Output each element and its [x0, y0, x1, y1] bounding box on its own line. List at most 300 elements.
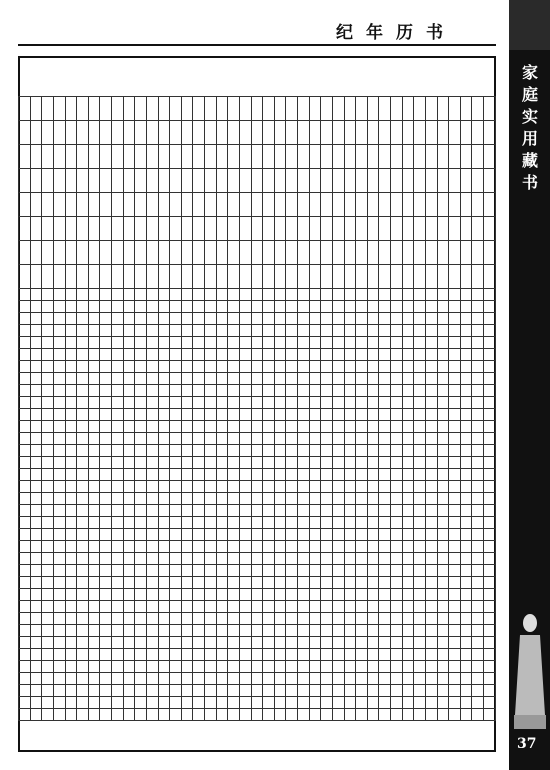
table-cell [181, 673, 193, 685]
table-cell [437, 217, 449, 241]
table-cell [123, 529, 135, 541]
table-cell [53, 301, 65, 313]
table-cell [251, 505, 263, 517]
table-cell [449, 397, 461, 409]
table-cell [425, 685, 437, 697]
table-row [19, 553, 496, 565]
table-cell [158, 289, 170, 301]
table-cell [158, 493, 170, 505]
table-cell [472, 685, 484, 697]
table-cell [286, 265, 298, 289]
table-cell [484, 265, 496, 289]
table-cell [239, 337, 251, 349]
table-cell [205, 481, 217, 493]
table-cell [472, 589, 484, 601]
table-cell [228, 121, 240, 145]
table-cell [460, 385, 472, 397]
table-cell [379, 241, 391, 265]
table-cell [30, 565, 42, 577]
table-cell [379, 349, 391, 361]
table-cell [484, 217, 496, 241]
table-cell [42, 169, 54, 193]
table-cell [298, 241, 310, 265]
table-cell [251, 601, 263, 613]
table-row [19, 397, 496, 409]
table-cell [472, 241, 484, 265]
table-cell [449, 541, 461, 553]
table-cell [309, 169, 321, 193]
table-cell [344, 589, 356, 601]
table-cell [42, 541, 54, 553]
table-cell [181, 121, 193, 145]
table-cell [112, 637, 124, 649]
table-cell [484, 565, 496, 577]
table-cell [170, 469, 182, 481]
table-cell [402, 385, 414, 397]
table-cell [344, 433, 356, 445]
table-cell [146, 541, 158, 553]
table-cell [367, 589, 379, 601]
table-cell [437, 673, 449, 685]
table-cell [239, 637, 251, 649]
table-cell [228, 265, 240, 289]
table-cell [332, 193, 344, 217]
table-cell [112, 349, 124, 361]
table-cell [298, 565, 310, 577]
table-cell [53, 97, 65, 121]
table-cell [367, 409, 379, 421]
table-cell [123, 397, 135, 409]
table-cell [309, 469, 321, 481]
table-cell [379, 505, 391, 517]
table-cell [286, 301, 298, 313]
table-cell [263, 421, 275, 433]
table-cell [53, 493, 65, 505]
table-cell [170, 505, 182, 517]
table-cell [53, 385, 65, 397]
table-cell [216, 601, 228, 613]
table-cell [30, 625, 42, 637]
table-cell [332, 349, 344, 361]
table-cell [484, 385, 496, 397]
table-cell [88, 457, 100, 469]
table-cell [193, 565, 205, 577]
table-cell [437, 553, 449, 565]
table-cell [321, 385, 333, 397]
table-cell [437, 445, 449, 457]
table-cell [460, 673, 472, 685]
table-cell [193, 661, 205, 673]
table-cell [158, 457, 170, 469]
table-cell [309, 505, 321, 517]
table-cell [170, 637, 182, 649]
table-cell [77, 325, 89, 337]
table-cell [332, 637, 344, 649]
table-cell [321, 661, 333, 673]
table-cell [356, 241, 368, 265]
table-cell [402, 145, 414, 169]
table-cell [53, 121, 65, 145]
table-cell [263, 565, 275, 577]
table-cell [100, 697, 112, 709]
table-cell [181, 577, 193, 589]
table-cell [263, 481, 275, 493]
table-cell [402, 649, 414, 661]
table-cell [263, 193, 275, 217]
table-cell [19, 265, 31, 289]
table-cell [484, 673, 496, 685]
table-cell [100, 241, 112, 265]
table-cell [344, 661, 356, 673]
table-cell [228, 409, 240, 421]
table-cell [181, 589, 193, 601]
table-cell [123, 601, 135, 613]
table-cell [402, 481, 414, 493]
table-cell [356, 325, 368, 337]
table-cell [228, 709, 240, 721]
table-cell [425, 145, 437, 169]
table-cell [484, 397, 496, 409]
table-cell [123, 517, 135, 529]
table-cell [193, 469, 205, 481]
table-cell [112, 325, 124, 337]
table-cell [437, 517, 449, 529]
table-cell [472, 541, 484, 553]
table-cell [77, 673, 89, 685]
table-cell [286, 397, 298, 409]
table-cell [356, 673, 368, 685]
table-cell [251, 589, 263, 601]
table-cell [437, 349, 449, 361]
table-cell [19, 685, 31, 697]
table-cell [158, 673, 170, 685]
table-cell [344, 289, 356, 301]
table-cell [53, 361, 65, 373]
table-cell [332, 289, 344, 301]
table-cell [112, 301, 124, 313]
table-cell [181, 601, 193, 613]
table-cell [42, 673, 54, 685]
table-cell [251, 265, 263, 289]
table-cell [123, 673, 135, 685]
table-cell [344, 613, 356, 625]
table-cell [472, 601, 484, 613]
table-cell [298, 577, 310, 589]
table-cell [216, 121, 228, 145]
table-cell [367, 325, 379, 337]
table-cell [135, 193, 147, 217]
table-cell [414, 301, 426, 313]
table-cell [123, 241, 135, 265]
table-cell [298, 505, 310, 517]
table-cell [65, 301, 77, 313]
table-cell [123, 469, 135, 481]
table-cell [88, 373, 100, 385]
table-cell [391, 505, 403, 517]
table-cell [449, 577, 461, 589]
table-cell [414, 445, 426, 457]
table-cell [205, 289, 217, 301]
table-cell [65, 313, 77, 325]
table-cell [484, 613, 496, 625]
table-cell [321, 577, 333, 589]
table-cell [158, 433, 170, 445]
table-cell [30, 373, 42, 385]
table-cell [472, 445, 484, 457]
table-cell [321, 289, 333, 301]
table-cell [321, 241, 333, 265]
table-cell [414, 673, 426, 685]
table-cell [193, 445, 205, 457]
table-cell [367, 709, 379, 721]
table-cell [170, 325, 182, 337]
table-cell [77, 421, 89, 433]
table-cell [228, 385, 240, 397]
table-cell [484, 661, 496, 673]
table-cell [42, 241, 54, 265]
table-cell [205, 673, 217, 685]
table-cell [135, 385, 147, 397]
table-cell [42, 385, 54, 397]
table-cell [65, 565, 77, 577]
table-cell [367, 601, 379, 613]
table-cell [391, 349, 403, 361]
table-cell [332, 649, 344, 661]
table-cell [460, 241, 472, 265]
table-cell [170, 241, 182, 265]
table-cell [460, 361, 472, 373]
table-cell [321, 301, 333, 313]
table-cell [414, 505, 426, 517]
table-cell [193, 649, 205, 661]
table-cell [309, 289, 321, 301]
table-cell [484, 349, 496, 361]
table-cell [321, 565, 333, 577]
table-cell [449, 661, 461, 673]
table-cell [170, 529, 182, 541]
table-cell [77, 697, 89, 709]
table-cell [205, 493, 217, 505]
table-cell [77, 241, 89, 265]
table-cell [414, 553, 426, 565]
table-cell [65, 265, 77, 289]
table-cell [344, 685, 356, 697]
table-cell [205, 193, 217, 217]
table-cell [321, 313, 333, 325]
table-cell [402, 601, 414, 613]
table-cell [367, 613, 379, 625]
table-cell [356, 373, 368, 385]
table-cell [484, 517, 496, 529]
table-cell [228, 313, 240, 325]
table-cell [332, 697, 344, 709]
table-cell [367, 193, 379, 217]
table-cell [344, 565, 356, 577]
table-cell [391, 673, 403, 685]
table-cell [298, 469, 310, 481]
table-cell [414, 241, 426, 265]
table-cell [391, 709, 403, 721]
table-cell [30, 709, 42, 721]
table-cell [228, 217, 240, 241]
table-cell [88, 637, 100, 649]
table-cell [30, 325, 42, 337]
table-cell [367, 169, 379, 193]
table-cell [77, 217, 89, 241]
table-cell [437, 457, 449, 469]
table-cell [414, 625, 426, 637]
table-cell [460, 397, 472, 409]
table-cell [437, 565, 449, 577]
table-cell [367, 577, 379, 589]
table-cell [263, 145, 275, 169]
table-cell [239, 469, 251, 481]
table-cell [216, 661, 228, 673]
table-cell [298, 421, 310, 433]
table-cell [65, 505, 77, 517]
table-cell [251, 193, 263, 217]
table-cell [170, 97, 182, 121]
table-cell [170, 373, 182, 385]
table-cell [123, 493, 135, 505]
table-cell [484, 529, 496, 541]
table-cell [402, 349, 414, 361]
table-cell [437, 325, 449, 337]
table-cell [414, 169, 426, 193]
table-cell [484, 169, 496, 193]
table-cell [437, 601, 449, 613]
table-cell [263, 613, 275, 625]
table-cell [437, 625, 449, 637]
table-cell [332, 541, 344, 553]
table-cell [135, 445, 147, 457]
table-cell [158, 409, 170, 421]
table-cell [344, 313, 356, 325]
table-cell [100, 301, 112, 313]
table-cell [402, 421, 414, 433]
table-row [19, 697, 496, 709]
table-cell [170, 577, 182, 589]
table-cell [77, 505, 89, 517]
table-cell [112, 589, 124, 601]
table-cell [321, 361, 333, 373]
table-cell [286, 289, 298, 301]
table-cell [42, 529, 54, 541]
table-cell [239, 169, 251, 193]
table-cell [298, 601, 310, 613]
table-cell [414, 421, 426, 433]
table-cell [309, 517, 321, 529]
table-cell [472, 505, 484, 517]
table-cell [332, 433, 344, 445]
table-cell [53, 541, 65, 553]
table-cell [263, 577, 275, 589]
table-cell [263, 469, 275, 481]
table-cell [356, 217, 368, 241]
table-cell [379, 421, 391, 433]
table-cell [181, 709, 193, 721]
table-cell [193, 517, 205, 529]
table-cell [77, 577, 89, 589]
table-cell [112, 505, 124, 517]
table-cell [181, 493, 193, 505]
table-cell [402, 409, 414, 421]
table-cell [321, 337, 333, 349]
table-cell [53, 505, 65, 517]
table-cell [425, 601, 437, 613]
table-cell [437, 193, 449, 217]
table-row [19, 313, 496, 325]
table-cell [402, 577, 414, 589]
table-cell [77, 145, 89, 169]
table-cell [205, 217, 217, 241]
table-cell [402, 313, 414, 325]
table-cell [425, 481, 437, 493]
table-cell [321, 553, 333, 565]
table-cell [274, 301, 286, 313]
table-cell [286, 217, 298, 241]
table-cell [228, 625, 240, 637]
table-cell [437, 301, 449, 313]
table-cell [367, 625, 379, 637]
table-cell [228, 505, 240, 517]
table-cell [274, 577, 286, 589]
table-cell [146, 685, 158, 697]
table-cell [379, 553, 391, 565]
table-cell [472, 469, 484, 481]
table-cell [367, 421, 379, 433]
table-cell [181, 313, 193, 325]
table-cell [239, 217, 251, 241]
table-cell [193, 325, 205, 337]
table-cell [42, 637, 54, 649]
table-cell [379, 481, 391, 493]
table-cell [228, 397, 240, 409]
table-cell [30, 97, 42, 121]
table-cell [274, 529, 286, 541]
table-row [19, 481, 496, 493]
table-cell [286, 121, 298, 145]
table-cell [42, 217, 54, 241]
table-cell [65, 457, 77, 469]
table-cell [30, 577, 42, 589]
table-cell [484, 325, 496, 337]
table-cell [239, 613, 251, 625]
header-row [19, 169, 496, 193]
table-cell [356, 121, 368, 145]
table-cell [193, 613, 205, 625]
table-cell [53, 373, 65, 385]
table-cell [135, 433, 147, 445]
table-cell [356, 145, 368, 169]
table-cell [332, 313, 344, 325]
table-cell [425, 637, 437, 649]
table-cell [88, 301, 100, 313]
table-cell [298, 313, 310, 325]
table-cell [437, 385, 449, 397]
table-cell [19, 637, 31, 649]
table-cell [135, 541, 147, 553]
table-cell [146, 529, 158, 541]
table-cell [344, 445, 356, 457]
table-cell [100, 421, 112, 433]
table-cell [298, 349, 310, 361]
table-cell [77, 637, 89, 649]
table-cell [356, 613, 368, 625]
table-cell [158, 265, 170, 289]
table-cell [19, 145, 31, 169]
table-cell [112, 553, 124, 565]
